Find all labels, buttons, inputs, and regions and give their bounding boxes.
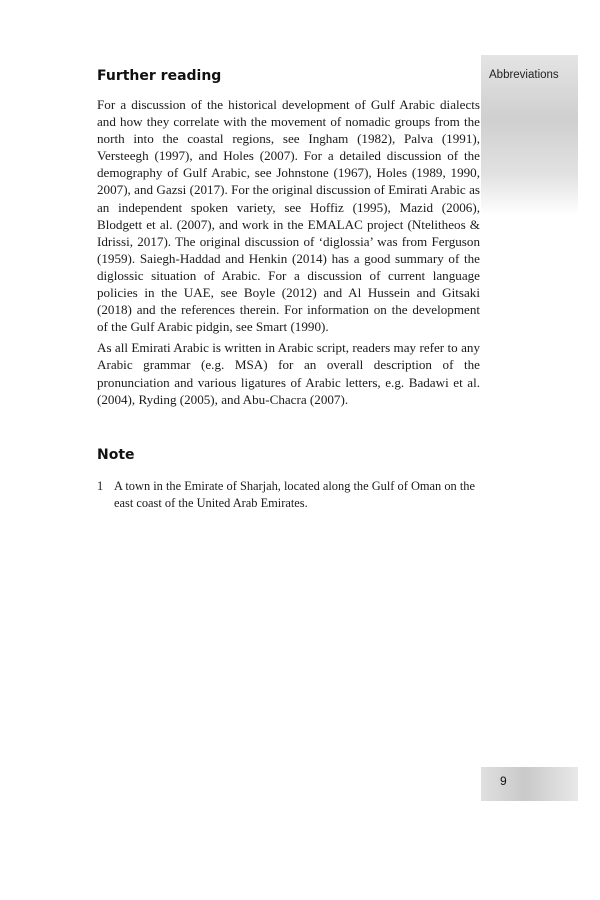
further-reading-paragraph-1: For a discussion of the historical development of Gulf Arabic dialects and how they correlate with the movement of nomadic groups from the north into the coastal regions, see Ingham (1982), Palva (1991), Versteegh (1997), and Holes (2007). For a detailed discussion of the demography of Gulf Arabic, see Johnstone (1967), Holes (1989, 1990, 2007), and Gazsi (2017). For the original discussion of Emirati Arabic as an independent spoken variety, see Hoffiz (1995), Mazid (2006), Blodgett et al. (2007), and work in the EMALAC project (Ntelitheos & Idrissi, 2017). The original discussion of ‘diglossia’ was from Ferguson (1959). Saiegh-Haddad and Henkin (2014) has a good summary of the diglossic situation of Arabic. For a discussion of current language policies in the UAE, see Boyle (2012) and Al Hussein and Gitsaki (2018) and the references therein. For information on the development of the Gulf Arabic pidgin, see Smart (1990). xyxy=(97,97,480,335)
note-text: A town in the Emirate of Sharjah, located along the Gulf of Oman on the east coast of the United Arab Emirates. xyxy=(114,478,475,510)
note-heading: Note xyxy=(97,446,135,463)
page-content xyxy=(97,68,480,512)
page-number: 9 xyxy=(500,774,507,788)
further-reading-paragraph-2: As all Emirati Arabic is written in Arabic script, readers may refer to any Arabic grammar (e.g. MSA) for an overall description of the pronunciation and various ligatures of Arabic letters, e.g. Badawi et al. (2004), Ryding (2005), and Abu-Chacra (2007). xyxy=(97,340,480,407)
chapter-tab-label: Abbreviations xyxy=(489,69,559,81)
note-number: 1 xyxy=(97,478,104,493)
further-reading-heading: Further reading xyxy=(97,68,222,84)
chapter-side-tab xyxy=(481,55,578,215)
note-item xyxy=(97,478,480,512)
page-number-tab xyxy=(481,767,578,801)
